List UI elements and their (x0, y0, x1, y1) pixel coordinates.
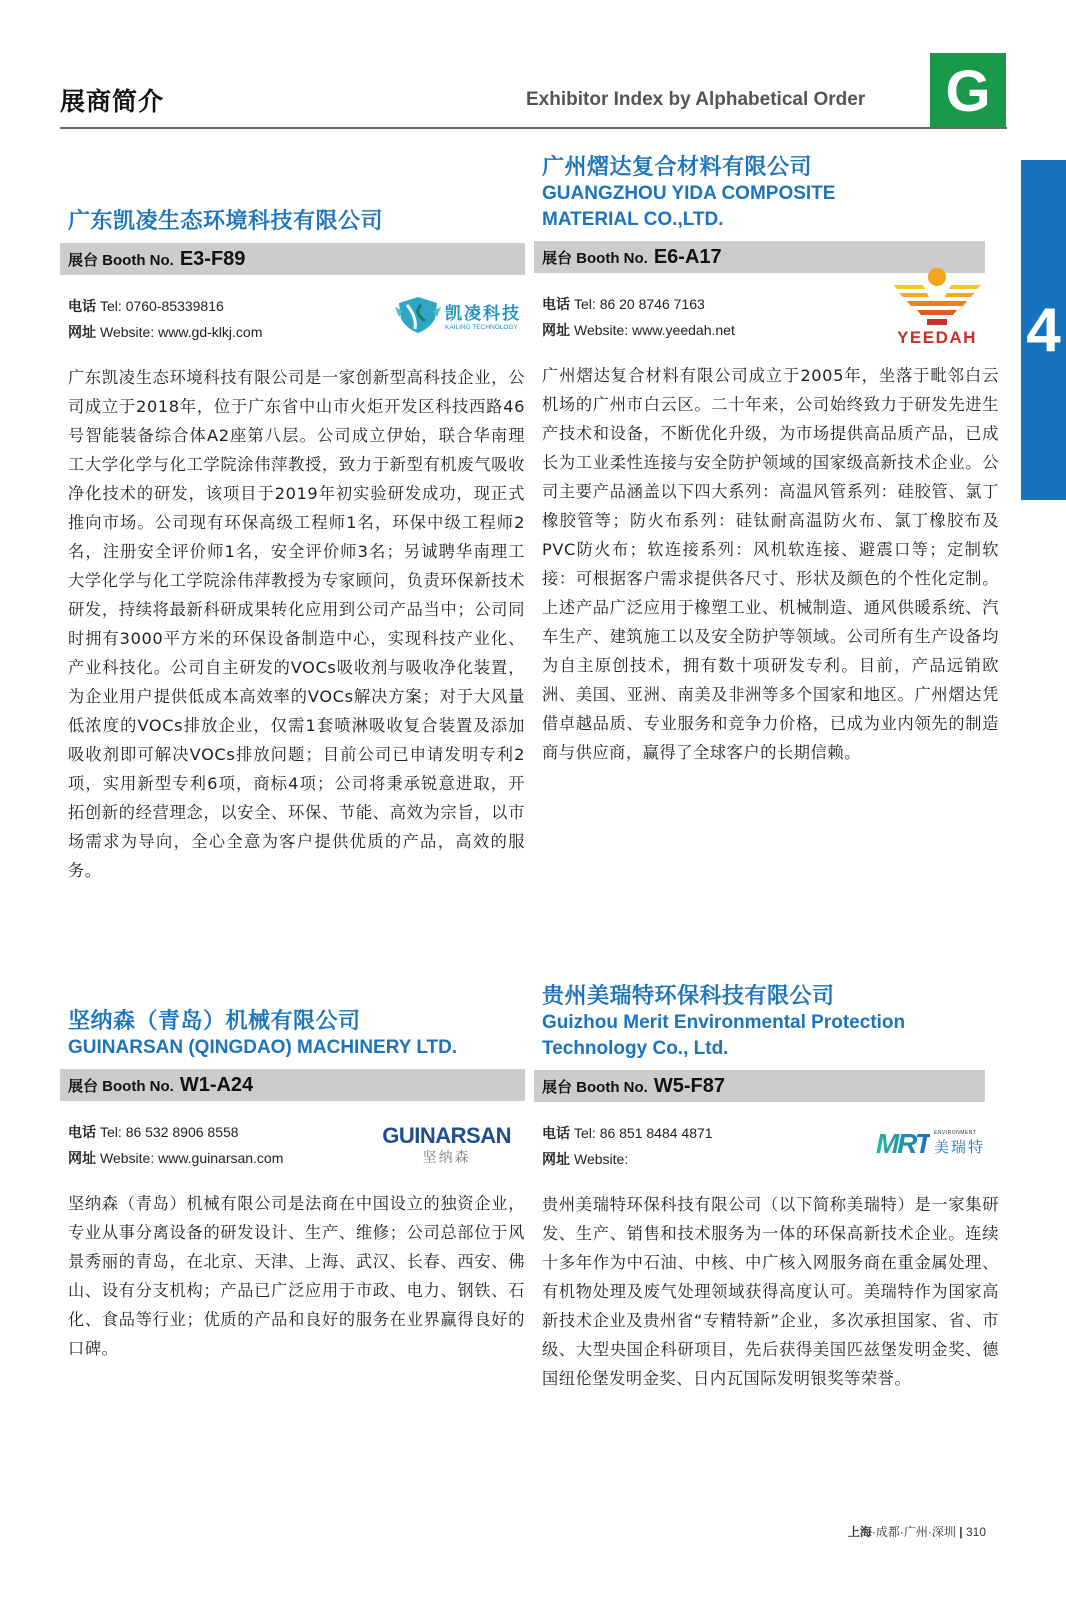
chapter-tab: 4 (1021, 160, 1066, 500)
tel-label-cn: 电话 (542, 1125, 570, 1141)
website-label-en: Website: (100, 324, 155, 340)
footer-separator: | (959, 1525, 963, 1539)
exhibitor-entry (60, 1007, 525, 1363)
booth-number: W5-F87 (653, 1074, 725, 1097)
index-title: Exhibitor Index by Alphabetical Order (526, 89, 866, 110)
booth-number: E3-F89 (179, 247, 246, 270)
footer-city-primary: 上海 (847, 1525, 872, 1539)
header-divider (60, 127, 1007, 129)
website-label-en: Website: (574, 1151, 629, 1167)
tel-value: 86 851 8484 4871 (599, 1125, 713, 1141)
exhibitor-entry (534, 982, 999, 1393)
booth-label: 展台 Booth No. (68, 251, 174, 269)
contact-info (60, 1119, 525, 1175)
booth-bar (60, 243, 525, 275)
exhibitor-entry (60, 207, 525, 885)
company-description: 广东凯凌生态环境科技有限公司是一家创新型高科技企业，公司成立于2018年，位于广东省中山市火炬开发区科技西路46号智能装备综合体A2座第八层。公司成立伊始，联合华南理工大学化学与化工学院涂伟萍教授，致力于新型有机废气吸收净化技术的研发，该项目于2019年初实验研发成功，现正式推向市场。公司现有环保高级工程师1名，环保中级工程师2名，注册安全评价师1名，安全评价师3名；另诚聘华南理工大学化学与化工学院涂伟萍教授为专家顾问，负责环保新技术研发，持续将最新科研成果转化应用到公司产品当中；公司同时拥有3000平方米的环保设备制造中心，实现科技产业化、产业科技化。公司自主研发的VOCs吸收剂与吸收净化装置，为企业用户提供低成本高效率的VOCs解决方案；对于大风量低浓度的VOCs排放企业，仅需1套喷淋吸收复合装置及添加吸收剂即可解决VOCs排放问题；目前公司已申请发明专利2项，实用新型专利6项，商标4项；公司将秉承锐意进取，开拓创新的经营理念，以安全、环保、节能、高效为宗旨，以市场需求为导向，全心全意为客户提供优质的产品，高效的服务。 (68, 368, 525, 880)
logo-text-en: KAILING TECHNOLOGY (445, 324, 518, 331)
contact-info (60, 293, 525, 349)
tel-value: 86 20 8746 7163 (599, 296, 705, 312)
website-label-cn: 网址 (68, 324, 96, 340)
website-label-cn: 网址 (542, 322, 570, 338)
tel-label-cn: 电话 (68, 1124, 96, 1140)
booth-bar (534, 1070, 985, 1102)
page-number: 310 (965, 1525, 986, 1539)
company-name-cn: 坚纳森（青岛）机械有限公司 (68, 1008, 361, 1033)
company-description: 贵州美瑞特环保科技有限公司（以下简称美瑞特）是一家集研发、生产、销售和技术服务为一体的环保高新技术企业。连续十多年作为中石油、中核、中广核入网服务商在重金属处理、有机物处理及废气处理领域获得高度认可。美瑞特作为国家高新技术企业及贵州省“专精特新”企业，多次承担国家、省、市级、大型央国企科研项目，先后获得美国匹兹堡发明金奖、德国纽伦堡发明金奖、日内瓦国际发明银奖等荣誉。 (542, 1195, 999, 1388)
tel-value: 86 532 8906 8558 (125, 1124, 239, 1140)
booth-bar (60, 1069, 525, 1101)
company-name-en: GUANGZHOU YIDA COMPOSITE MATERIAL CO.,LTD. (542, 183, 836, 230)
website-label-en: Website: (100, 1150, 155, 1166)
tel-label-cn: 电话 (542, 296, 570, 312)
contact-info (534, 291, 999, 347)
tel-label-cn: 电话 (68, 298, 96, 314)
yeedah-logo-icon (887, 267, 987, 348)
logo-text-en: YEEDAH (897, 328, 977, 347)
booth-label: 展台 Booth No. (68, 1077, 174, 1095)
contact-info (534, 1120, 999, 1176)
company-description: 坚纳森（青岛）机械有限公司是法商在中国设立的独资企业，专业从事分离设备的研发设计、生产、维修；公司总部位于风景秀丽的青岛，在北京、天津、上海、武汉、长春、西安、佛山、设有分支机构；产品已广泛应用于市政、电力、钢铁、石化、食品等行业；优质的产品和良好的服务在业界赢得良好的口碑。 (68, 1194, 525, 1358)
section-title: 展商简介 (60, 88, 165, 116)
tel-label-en: Tel: (100, 298, 122, 314)
tel-label-en: Tel: (100, 1124, 122, 1140)
company-name-cn: 广东凯凌生态环境科技有限公司 (68, 208, 384, 233)
logo-text-cn: 坚纳森 (422, 1149, 471, 1165)
footer-cities: ·成都·广州·深圳 (871, 1525, 956, 1539)
page-footer (848, 1523, 986, 1540)
tel-value: 0760-85339816 (125, 298, 224, 314)
booth-number: W1-A24 (179, 1073, 254, 1096)
logo-text-en: MRT (875, 1128, 930, 1159)
website-link[interactable]: www.gd-klkj.com (158, 324, 263, 340)
company-name-cn: 广州熠达复合材料有限公司 (542, 154, 813, 179)
kailing-logo-icon (395, 295, 521, 335)
tel-label-en: Tel: (574, 1125, 596, 1141)
website-label-cn: 网址 (542, 1151, 570, 1167)
logo-text-cn: 美瑞特 (933, 1139, 985, 1156)
logo-text-cn: 凯凌科技 (445, 304, 521, 323)
website-link[interactable]: www.yeedah.net (632, 322, 735, 338)
website-link[interactable]: www.guinarsan.com (158, 1150, 284, 1166)
booth-number: E6-A17 (653, 245, 722, 268)
logo-tag: ENVIRONMENT (933, 1130, 977, 1136)
booth-label: 展台 Booth No. (542, 249, 648, 267)
tel-label-en: Tel: (574, 296, 596, 312)
company-name-en: Guizhou Merit Environmental Protection Technology Co., Ltd. (542, 1012, 906, 1059)
company-description: 广州熠达复合材料有限公司成立于2005年，坐落于毗邻白云机场的广州市白云区。二十年来，公司始终致力于研发先进生产技术和设备，不断优化升级，为市场提供高品质产品，已成长为工业柔性连接与安全防护领域的国家级高新技术企业。公司主要产品涵盖以下四大系列：高温风管系列：硅胶管、氯丁橡胶管等；防火布系列：硅钛耐高温防火布、氯丁橡胶布及PVC防火布；软连接系列：风机软连接、避震口等；定制软接：可根据客户需求提供各尺寸、形状及颜色的个性化定制。上述产品广泛应用于橡塑工业、机械制造、通风供暖系统、汽车生产、建筑施工以及安全防护等领域。公司所有生产设备均为自主原创技术，拥有数十项研发专利。目前，产品远销欧洲、美国、亚洲、南美及非洲等多个国家和地区。广州熠达凭借卓越品质、专业服务和竞争力价格，已成为业内领先的制造商与供应商，赢得了全球客户的长期信赖。 (542, 366, 999, 762)
company-name-cn: 贵州美瑞特环保科技有限公司 (542, 983, 835, 1008)
exhibitor-entry (534, 153, 999, 767)
mrt-logo-icon (876, 1130, 985, 1157)
company-name-en: GUINARSAN (QINGDAO) MACHINERY LTD. (68, 1037, 458, 1058)
letter-tab: G (930, 53, 1006, 129)
website-label-en: Website: (574, 322, 629, 338)
website-label-cn: 网址 (68, 1150, 96, 1166)
logo-text-en: GUINARSAN (382, 1123, 511, 1148)
guinarsan-logo-icon (382, 1123, 511, 1167)
booth-label: 展台 Booth No. (542, 1078, 648, 1096)
